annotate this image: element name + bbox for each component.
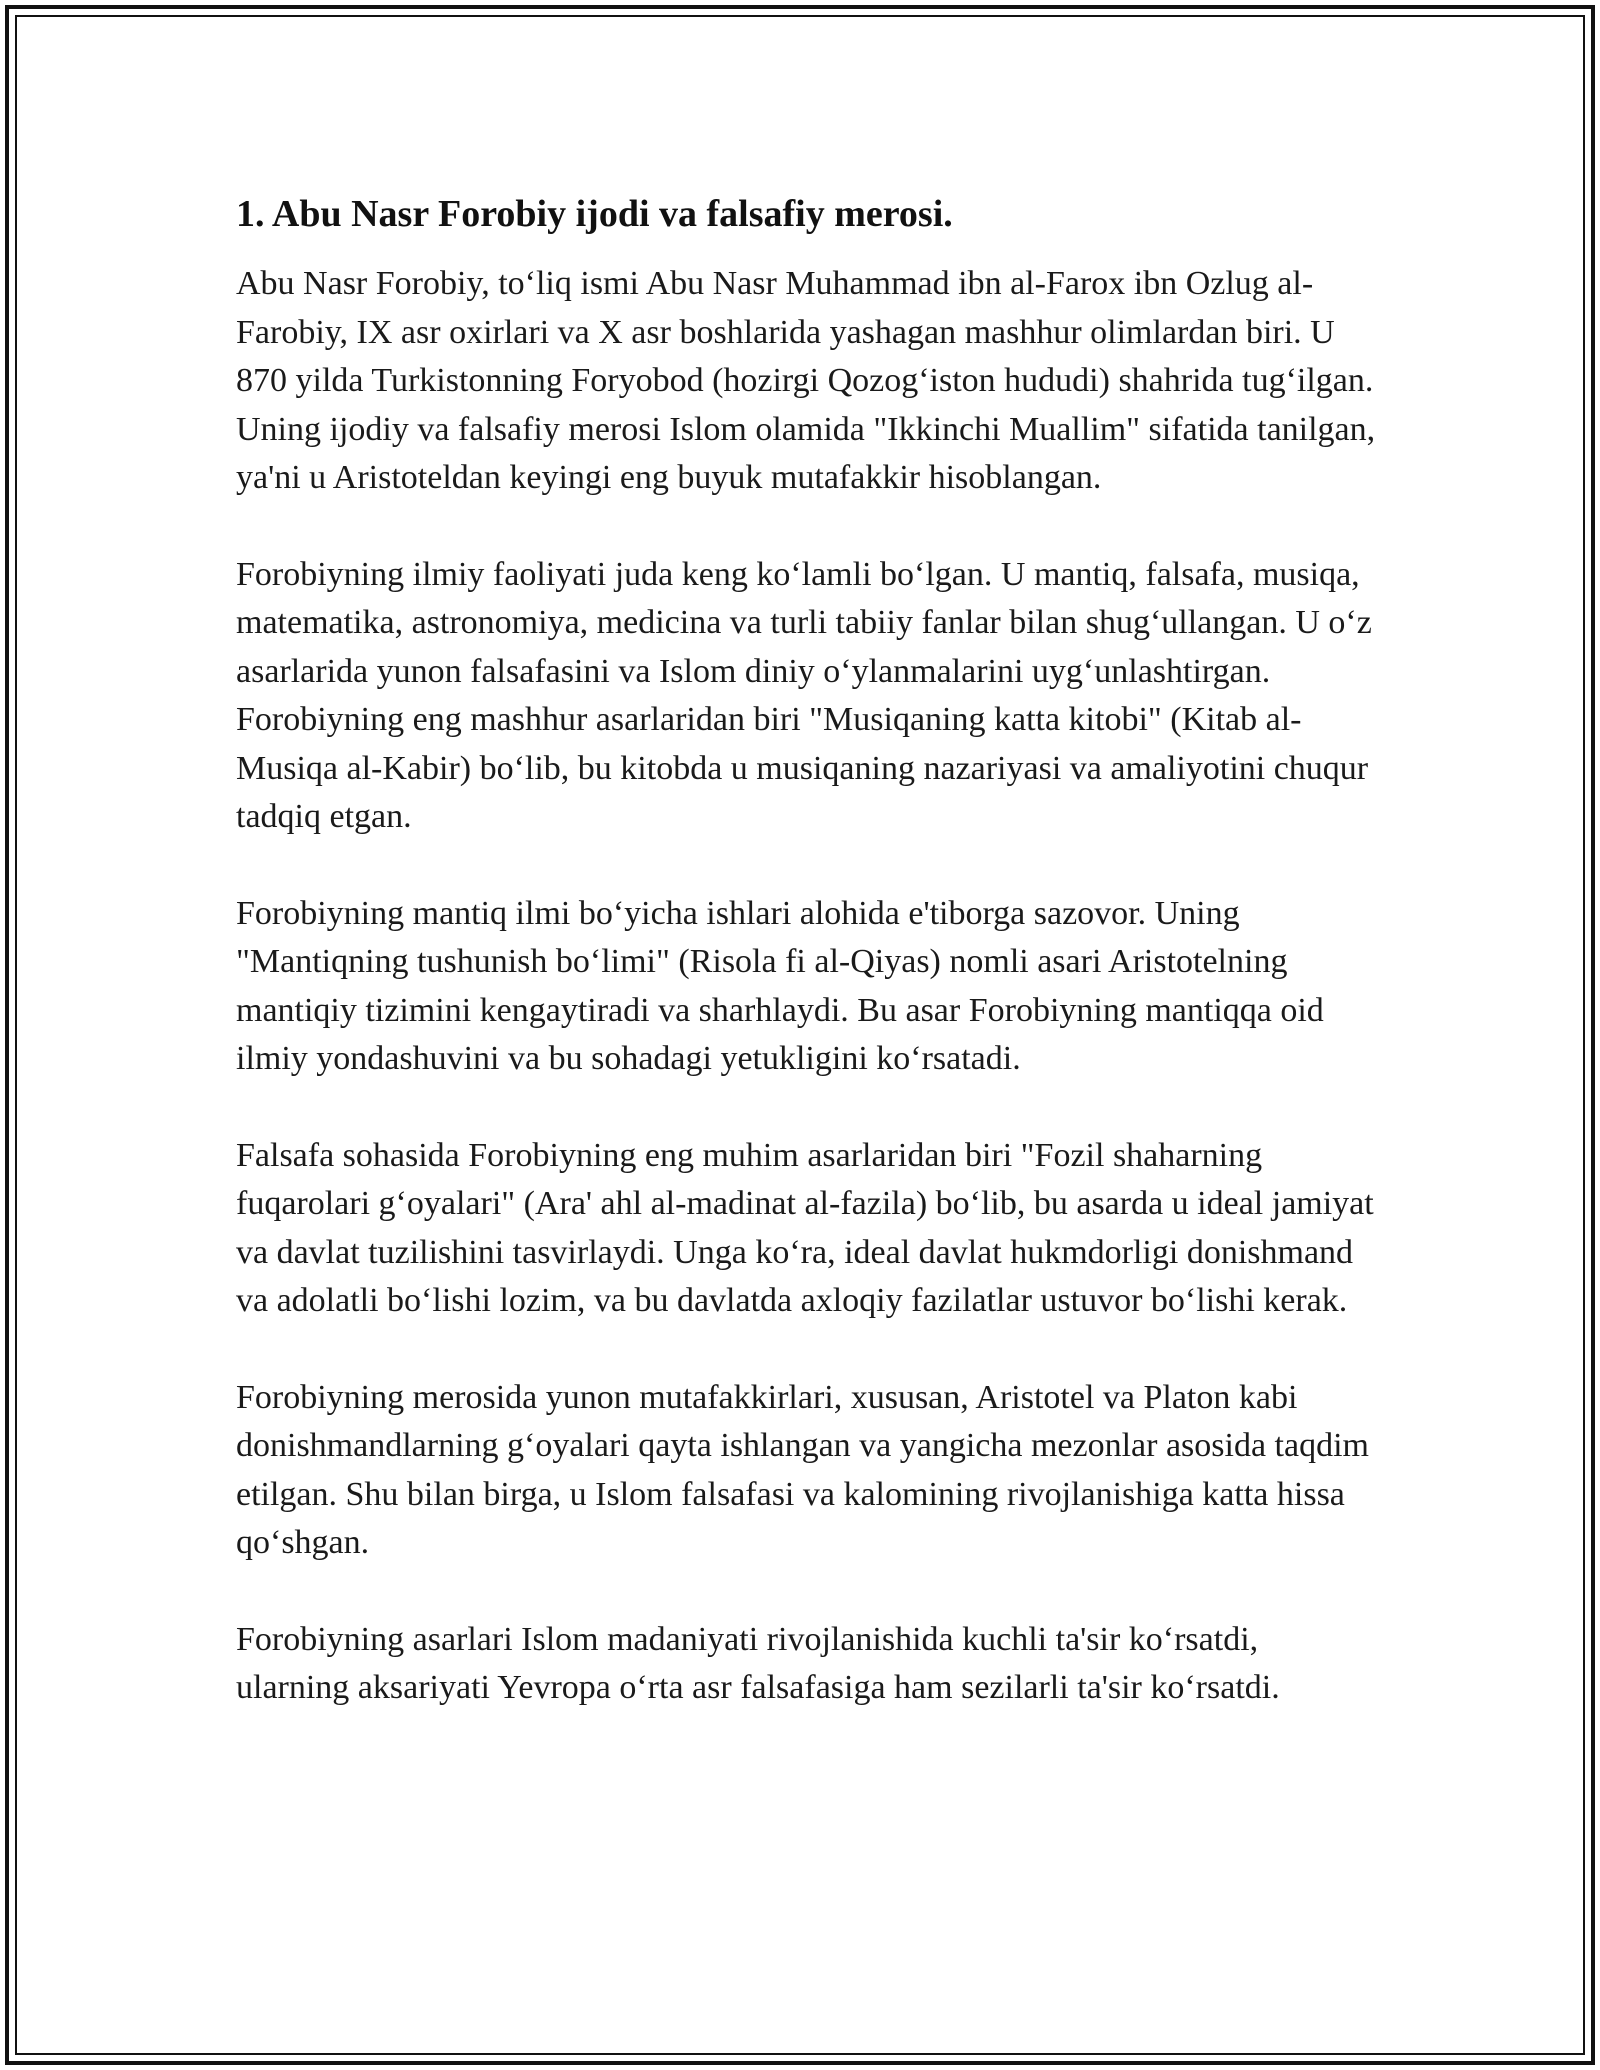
paragraph-scientific-activity: Forobiyning ilmiy faoliyati juda keng ko‘lamli bo‘lgan. U mantiq, falsafa, musiqa, matematika, astronomiya, medicina va turli tabiiy fanlar bilan shug‘ullangan. U o‘z asarlarida yunon falsafasini va Islom diniy o‘ylanmalarini uyg‘unlashtirgan. Forobiyning eng mashhur asarlaridan biri "Musiqaning katta kitobi" (Kitab al-Musiqa al-Kabir) bo‘lib, bu kitobda u musiqaning nazariyasi va amaliyotini chuqur tadqiq etgan. [236, 555, 1372, 835]
document-title: 1. Abu Nasr Forobiy ijodi va falsafiy merosi. [236, 193, 953, 235]
document-body [236, 190, 1376, 1761]
paragraph-heritage: Forobiyning merosida yunon mutafakkirlari, xususan, Aristotel va Platon kabi donishmandlarning g‘oyalari qayta ishlangan va yangicha mezonlar asosida taqdim etilgan. Shu bilan birga, u Islom falsafasi va kalomining rivojlanishiga katta hissa qo‘shgan. [236, 1378, 1369, 1561]
paragraph-intro: Abu Nasr Forobiy, to‘liq ismi Abu Nasr Muhammad ibn al-Farox ibn Ozlug al-Farobiy, IX asr oxirlari va X asr boshlarida yashagan mashhur olimlardan biri. U 870 yilda Turkistonning Foryobod (hozirgi Qozog‘iston hududi) shahrida tug‘ilgan. Uning ijodiy va falsafiy merosi Islom olamida "Ikkinchi Muallim" sifatida tanilgan, ya'ni u Aristoteldan keyingi eng buyuk mutafakkir hisoblangan. [236, 265, 1376, 496]
paragraph-logic: Forobiyning mantiq ilmi bo‘yicha ishlari alohida e'tiborga sazovor. Uning "Mantiqning tushunish bo‘limi" (Risola fi al-Qiyas) nomli asari Aristotelning mantiqiy tizimini kengaytiradi va sharhlaydi. Bu asar Forobiyning mantiqqa oid ilmiy yondashuvini va bu sohadagi yetukligini ko‘rsatadi. [236, 894, 1324, 1077]
paragraph-philosophy: Falsafa sohasida Forobiyning eng muhim asarlaridan biri "Fozil shaharning fuqarolari g‘oyalari" (Ara' ahl al-madinat al-fazila) bo‘lib, bu asarda u ideal jamiyat va davlat tuzilishini tasvirlaydi. Unga ko‘ra, ideal davlat hukmdorligi donishmand va adolatli bo‘lishi lozim, va bu davlatda axloqiy fazilatlar ustuvor bo‘lishi kerak. [236, 1136, 1374, 1319]
paragraph-influence: Forobiyning asarlari Islom madaniyati rivojlanishida kuchli ta'sir ko‘rsatdi, ularning aksariyati Yevropa o‘rta asr falsafasiga ham sezilarli ta'sir ko‘rsatdi. [236, 1620, 1280, 1706]
